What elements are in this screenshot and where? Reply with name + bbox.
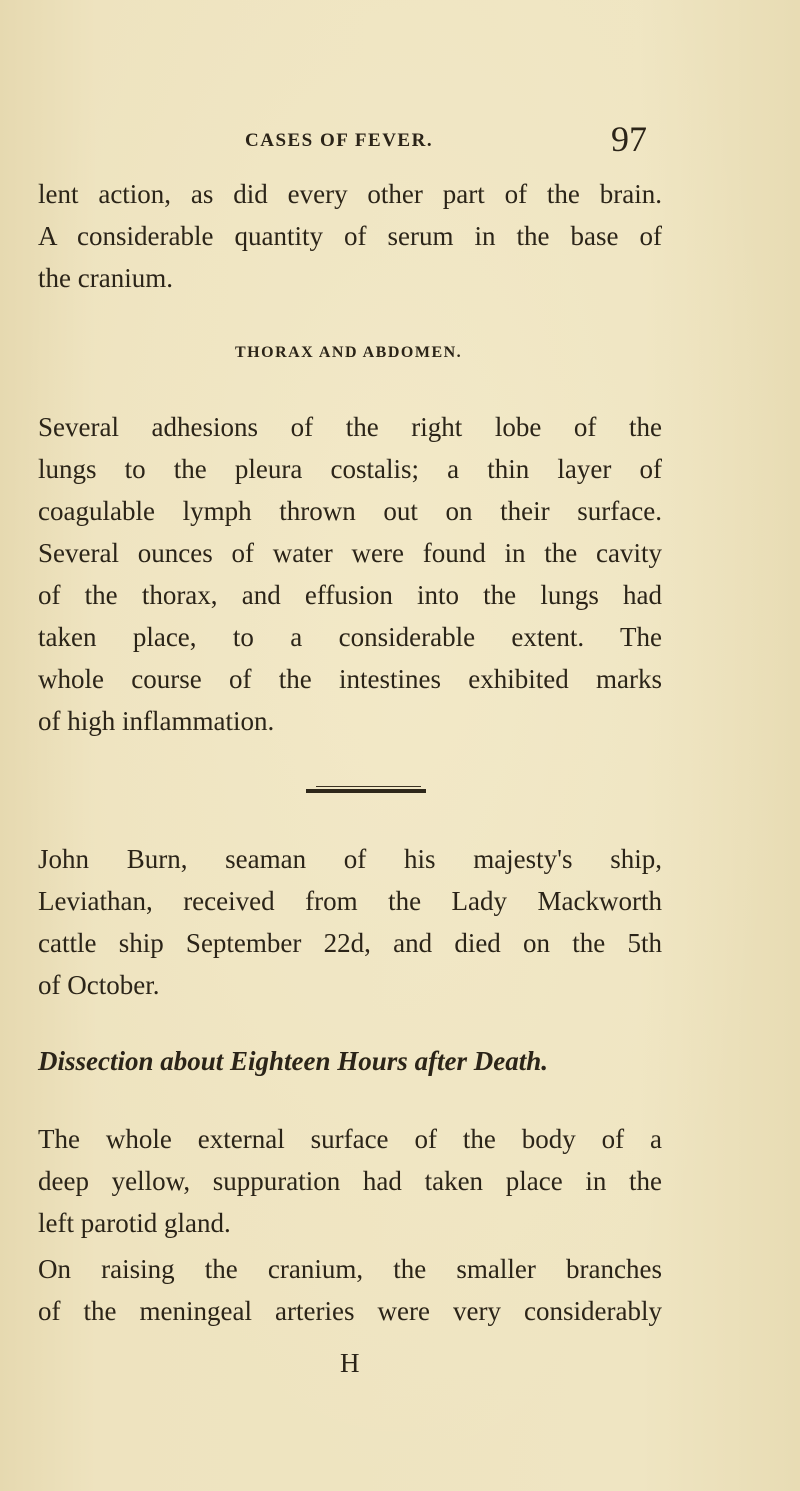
text-line: John Burn, seaman of his majesty's ship, — [38, 844, 662, 874]
text-line: the cranium. — [38, 263, 173, 293]
text-line: On raising the cranium, the smaller branches — [38, 1254, 662, 1284]
text-line: deep yellow, suppuration had taken place in the — [38, 1166, 662, 1196]
page-number: 97 — [611, 119, 647, 159]
text-line: lungs to the pleura costalis; a thin layer of — [38, 454, 662, 484]
running-title: CASES OF FEVER. — [245, 130, 434, 151]
text-line: The whole external surface of the body of a — [38, 1124, 662, 1154]
text-line: whole course of the intestines exhibited marks — [38, 664, 662, 694]
text-line: of high inflammation. — [38, 706, 275, 736]
text-line: Several adhesions of the right lobe of the — [38, 412, 662, 442]
signature-mark: H — [340, 1348, 360, 1378]
text-line: taken place, to a considerable extent. The — [38, 622, 662, 652]
running-head — [245, 118, 665, 162]
separator-rule-thick — [306, 789, 426, 793]
text-line: A considerable quantity of serum in the base of — [38, 221, 662, 251]
dissection-heading: Dissection about Eighteen Hours after Death. — [38, 1046, 549, 1076]
separator-rule-thin — [316, 786, 421, 787]
text-line: lent action, as did every other part of the brain. — [38, 179, 662, 209]
text-line: Several ounces of water were found in the cavity — [38, 538, 662, 568]
text-line: cattle ship September 22d, and died on the 5th — [38, 928, 662, 958]
text-line: of the meningeal arteries were very considerably — [38, 1296, 662, 1326]
section-heading: THORAX AND ABDOMEN. — [235, 344, 463, 361]
text-line: coagulable lymph thrown out on their surface. — [38, 496, 662, 526]
text-line: of the thorax, and effusion into the lungs had — [38, 580, 662, 610]
text-line: Leviathan, received from the Lady Mackworth — [38, 886, 662, 916]
text-line: of October. — [38, 970, 160, 1000]
text-line: left parotid gland. — [38, 1208, 231, 1238]
section-separator — [306, 786, 426, 792]
